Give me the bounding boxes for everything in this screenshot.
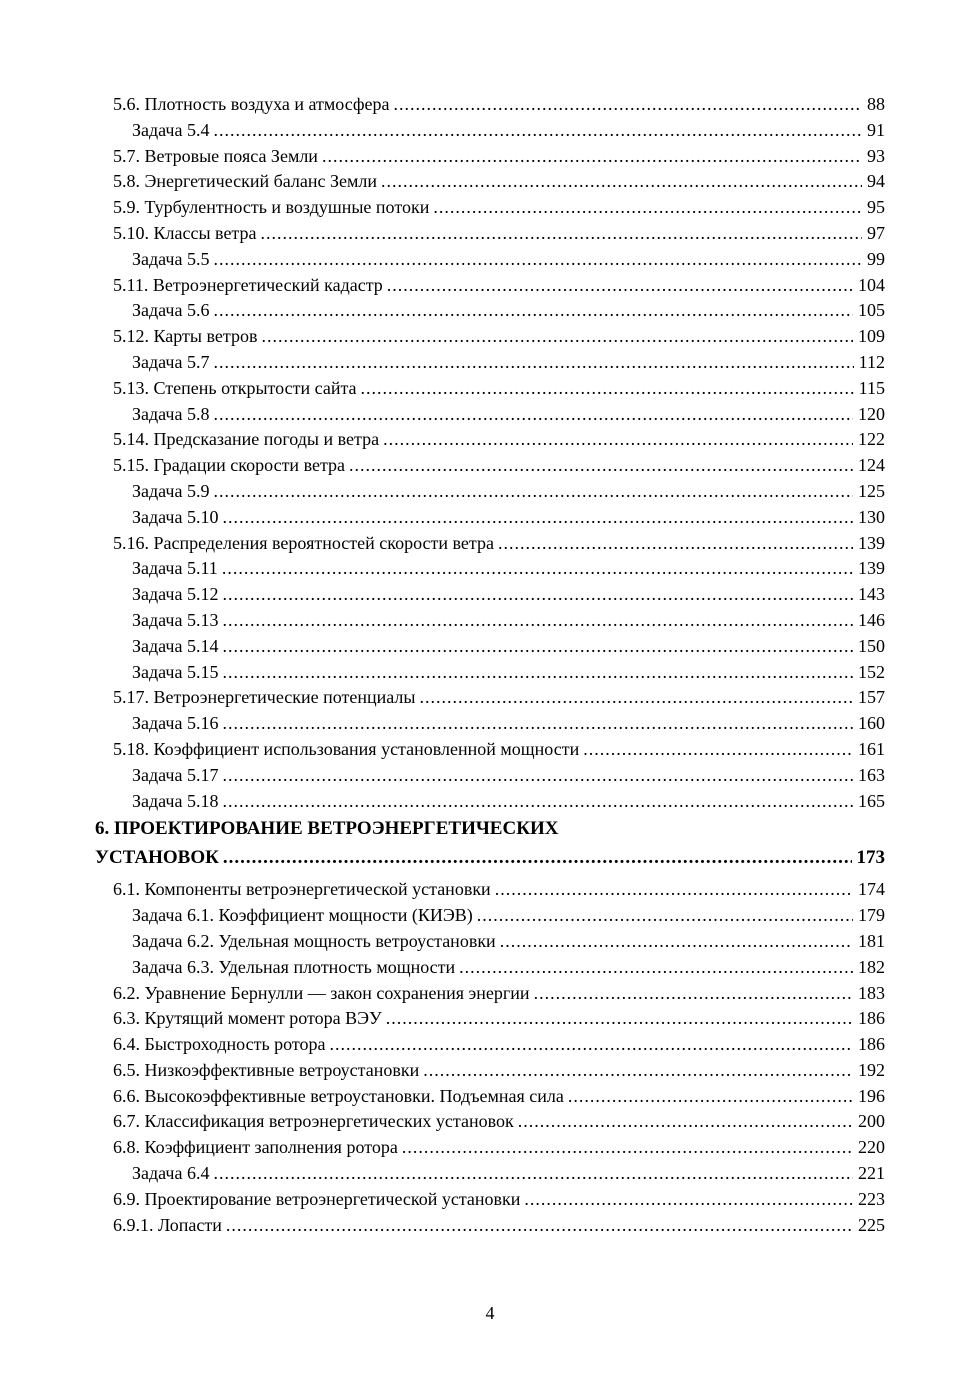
toc-entry-page: 91 xyxy=(867,119,885,140)
dot-leader xyxy=(524,1187,853,1213)
toc-entry xyxy=(95,556,885,582)
toc-entry-page: 186 xyxy=(858,1034,885,1055)
toc-entry-page: 173 xyxy=(856,847,885,869)
toc-entry xyxy=(95,92,885,118)
toc-entry-title: 5.9. Турбулентность и воздушные потоки xyxy=(113,197,430,218)
dot-leader xyxy=(222,608,853,634)
toc-entry xyxy=(95,763,885,789)
toc-entry-page: 165 xyxy=(858,790,885,811)
toc-entry xyxy=(95,789,885,815)
toc-entry xyxy=(95,402,885,428)
toc-entry-title: 6.4. Быстроходность ротора xyxy=(113,1034,326,1055)
toc-entry xyxy=(95,711,885,737)
dot-leader xyxy=(518,1109,853,1135)
toc-entry xyxy=(95,479,885,505)
toc-entry-page: 223 xyxy=(858,1188,885,1209)
toc-entry-page: 192 xyxy=(858,1059,885,1080)
dot-leader xyxy=(222,634,853,660)
toc-entry-page: 160 xyxy=(858,713,885,734)
dot-leader xyxy=(213,247,862,273)
dot-leader xyxy=(213,298,853,324)
toc-entry-title: Задача 5.9 xyxy=(132,480,210,501)
toc-entry xyxy=(95,247,885,273)
toc-entry-title: Задача 5.8 xyxy=(132,403,210,424)
toc-entry-page: 120 xyxy=(858,403,885,424)
toc-entry-page: 115 xyxy=(858,377,885,398)
dot-leader xyxy=(361,376,854,402)
toc-entry-title: Задача 5.5 xyxy=(132,248,210,269)
dot-leader xyxy=(583,737,853,763)
toc-entry-title: 5.16. Распределения вероятностей скорости ветра xyxy=(113,532,494,553)
toc-entry xyxy=(95,582,885,608)
toc-entry xyxy=(95,1187,885,1213)
dot-leader xyxy=(381,169,862,195)
toc-entry-page: 179 xyxy=(858,905,885,926)
dot-leader xyxy=(213,1161,853,1187)
toc-entry xyxy=(95,1058,885,1084)
dot-leader xyxy=(222,711,853,737)
toc-entry xyxy=(95,505,885,531)
toc-entry-page: 95 xyxy=(867,197,885,218)
toc-entry-page: 161 xyxy=(858,738,885,759)
dot-leader xyxy=(423,1058,853,1084)
dot-leader xyxy=(261,324,853,350)
toc-entry-title: Задача 5.6 xyxy=(132,300,210,321)
toc-entry xyxy=(95,221,885,247)
toc-entry-title: 6.3. Крутящий момент ротора ВЭУ xyxy=(113,1008,382,1029)
toc-entry xyxy=(95,350,885,376)
dot-leader xyxy=(222,789,853,815)
dot-leader xyxy=(223,843,852,872)
toc-entry xyxy=(95,814,885,843)
toc-entry-page: 122 xyxy=(858,429,885,450)
dot-leader xyxy=(394,92,862,118)
toc-entry-page: 152 xyxy=(858,661,885,682)
dot-leader xyxy=(213,479,853,505)
toc-entry xyxy=(95,929,885,955)
toc-entry-page: 221 xyxy=(858,1163,885,1184)
toc-entry-title: 6.9.1. Лопасти xyxy=(113,1214,222,1235)
toc-entry-title: 6.8. Коэффициент заполнения ротора xyxy=(113,1137,398,1158)
toc-entry-page: 186 xyxy=(858,1008,885,1029)
toc-list xyxy=(95,92,885,1238)
toc-entry-page: 146 xyxy=(858,609,885,630)
toc-entry xyxy=(95,376,885,402)
toc-entry-title: Задача 5.12 xyxy=(132,584,219,605)
toc-entry-title: Задача 5.11 xyxy=(132,558,218,579)
toc-entry-title: Задача 5.14 xyxy=(132,635,219,656)
toc-entry-title: Задача 5.4 xyxy=(132,119,210,140)
toc-entry xyxy=(95,1006,885,1032)
toc-entry-page: 109 xyxy=(858,326,885,347)
toc-entry xyxy=(95,955,885,981)
toc-entry xyxy=(95,981,885,1007)
toc-entry-title: 5.14. Предсказание погоды и ветра xyxy=(113,429,380,450)
toc-entry-page: 174 xyxy=(858,879,885,900)
toc-entry-page: 130 xyxy=(858,506,885,527)
toc-entry-page: 139 xyxy=(858,532,885,553)
dot-leader xyxy=(349,453,853,479)
dot-leader xyxy=(498,531,853,557)
toc-entry-title: 6.9. Проектирование ветроэнергетической установки xyxy=(113,1188,521,1209)
dot-leader xyxy=(222,505,853,531)
dot-leader xyxy=(222,582,853,608)
dot-leader xyxy=(459,955,853,981)
toc-entry-title: Задача 6.4 xyxy=(132,1163,210,1184)
dot-leader xyxy=(222,556,853,582)
toc-entry-page: 97 xyxy=(867,222,885,243)
toc-entry-page: 196 xyxy=(858,1085,885,1106)
toc-entry-page: 182 xyxy=(858,956,885,977)
toc-entry-title: 5.13. Степень открытости сайта xyxy=(113,377,357,398)
toc-entry-title: 6.2. Уравнение Бернулли — закон сохранения энергии xyxy=(113,982,530,1003)
page-number: 4 xyxy=(485,1303,495,1323)
toc-entry xyxy=(95,877,885,903)
toc-entry-page: 94 xyxy=(867,171,885,192)
toc-entry-page: 143 xyxy=(858,584,885,605)
toc-entry-title: Задача 6.1. Коэффициент мощности (КИЭВ) xyxy=(132,905,473,926)
dot-leader xyxy=(500,929,853,955)
toc-entry-title: Задача 5.10 xyxy=(132,506,219,527)
toc-entry xyxy=(95,685,885,711)
toc-entry-title: 5.15. Градации скорости ветра xyxy=(113,455,346,476)
toc-entry-title: 5.10. Классы ветра xyxy=(113,222,257,243)
toc-entry-page: 220 xyxy=(858,1137,885,1158)
toc-entry xyxy=(95,195,885,221)
toc-entry-title: 6.5. Низкоэффективные ветроустановки xyxy=(113,1059,420,1080)
dot-leader xyxy=(213,350,853,376)
dot-leader xyxy=(213,402,853,428)
toc-entry-title: 5.7. Ветровые пояса Земли xyxy=(113,145,318,166)
toc-entry xyxy=(95,843,885,872)
toc-entry-title: 6.6. Высокоэффективные ветроустановки. Подъемная сила xyxy=(113,1085,564,1106)
dot-leader xyxy=(534,981,853,1007)
toc-entry xyxy=(95,634,885,660)
toc-entry-page: 88 xyxy=(867,94,885,114)
dot-leader xyxy=(402,1135,853,1161)
toc-entry xyxy=(95,737,885,763)
toc-entry-page: 99 xyxy=(867,248,885,269)
dot-leader xyxy=(383,427,853,453)
toc-entry-page: 124 xyxy=(858,455,885,476)
toc-entry-title: Задача 5.17 xyxy=(132,764,219,785)
toc-entry-title: УСТАНОВОК xyxy=(95,847,219,869)
toc-entry-title: 6.7. Классификация ветроэнергетических установок xyxy=(113,1111,514,1132)
toc-entry xyxy=(95,1135,885,1161)
toc-entry xyxy=(95,324,885,350)
toc-entry-page: 181 xyxy=(858,930,885,951)
toc-entry-page: 183 xyxy=(858,982,885,1003)
toc-entry xyxy=(95,118,885,144)
dot-leader xyxy=(322,144,862,170)
toc-entry xyxy=(95,903,885,929)
toc-entry-title: Задача 5.15 xyxy=(132,661,219,682)
toc-entry-title: 5.17. Ветроэнергетические потенциалы xyxy=(113,687,416,708)
dot-leader xyxy=(433,195,862,221)
dot-leader xyxy=(330,1032,853,1058)
toc-entry xyxy=(95,1032,885,1058)
toc-entry-title: 5.12. Карты ветров xyxy=(113,326,258,347)
toc-entry-title: Задача 5.16 xyxy=(132,713,219,734)
toc-entry xyxy=(95,169,885,195)
toc-entry-title: Задача 5.18 xyxy=(132,790,219,811)
toc-entry-page: 200 xyxy=(858,1111,885,1132)
dot-leader xyxy=(477,903,853,929)
toc-entry xyxy=(95,273,885,299)
toc-entry-page: 105 xyxy=(858,300,885,321)
toc-entry-page: 112 xyxy=(858,351,885,372)
toc-entry xyxy=(95,453,885,479)
toc-entry-page: 225 xyxy=(858,1214,885,1235)
toc-entry xyxy=(95,531,885,557)
toc-entry-title: 5.6. Плотность воздуха и атмосфера xyxy=(113,94,390,114)
toc-entry-page: 125 xyxy=(858,480,885,501)
dot-leader xyxy=(420,685,853,711)
toc-entry-page: 93 xyxy=(867,145,885,166)
toc-entry xyxy=(95,660,885,686)
toc-entry xyxy=(95,1084,885,1110)
toc-entry-page: 104 xyxy=(858,274,885,295)
toc-entry-title: Задача 6.3. Удельная плотность мощности xyxy=(132,956,456,977)
toc-entry-title: 6.1. Компоненты ветроэнергетической установки xyxy=(113,879,491,900)
toc-entry xyxy=(95,1109,885,1135)
toc-entry-title: Задача 5.13 xyxy=(132,609,219,630)
toc-entry xyxy=(95,1213,885,1239)
dot-leader xyxy=(213,118,862,144)
toc-entry xyxy=(95,298,885,324)
toc-entry xyxy=(95,608,885,634)
toc-entry-page: 163 xyxy=(858,764,885,785)
toc-entry xyxy=(95,1161,885,1187)
dot-leader xyxy=(222,763,853,789)
dot-leader xyxy=(387,273,853,299)
dot-leader xyxy=(386,1006,853,1032)
toc-entry xyxy=(95,144,885,170)
dot-leader xyxy=(222,660,853,686)
toc-entry-page: 157 xyxy=(858,687,885,708)
toc-entry-title: Задача 6.2. Удельная мощность ветроустановки xyxy=(132,930,496,951)
toc-entry-title: 5.8. Энергетический баланс Земли xyxy=(113,171,378,192)
dot-leader xyxy=(226,1213,853,1239)
dot-leader xyxy=(261,221,862,247)
toc-entry-title: 6. ПРОЕКТИРОВАНИЕ ВЕТРОЭНЕРГЕТИЧЕСКИХ xyxy=(95,818,559,840)
toc-entry-title: 5.18. Коэффициент использования установленной мощности xyxy=(113,738,580,759)
toc-entry-page: 150 xyxy=(858,635,885,656)
toc-entry xyxy=(95,427,885,453)
dot-leader xyxy=(495,877,853,903)
dot-leader xyxy=(568,1084,853,1110)
toc-entry-title: 5.11. Ветроэнергетический кадастр xyxy=(113,274,383,295)
toc-entry-title: Задача 5.7 xyxy=(132,351,210,372)
toc-entry-page: 139 xyxy=(858,558,885,579)
